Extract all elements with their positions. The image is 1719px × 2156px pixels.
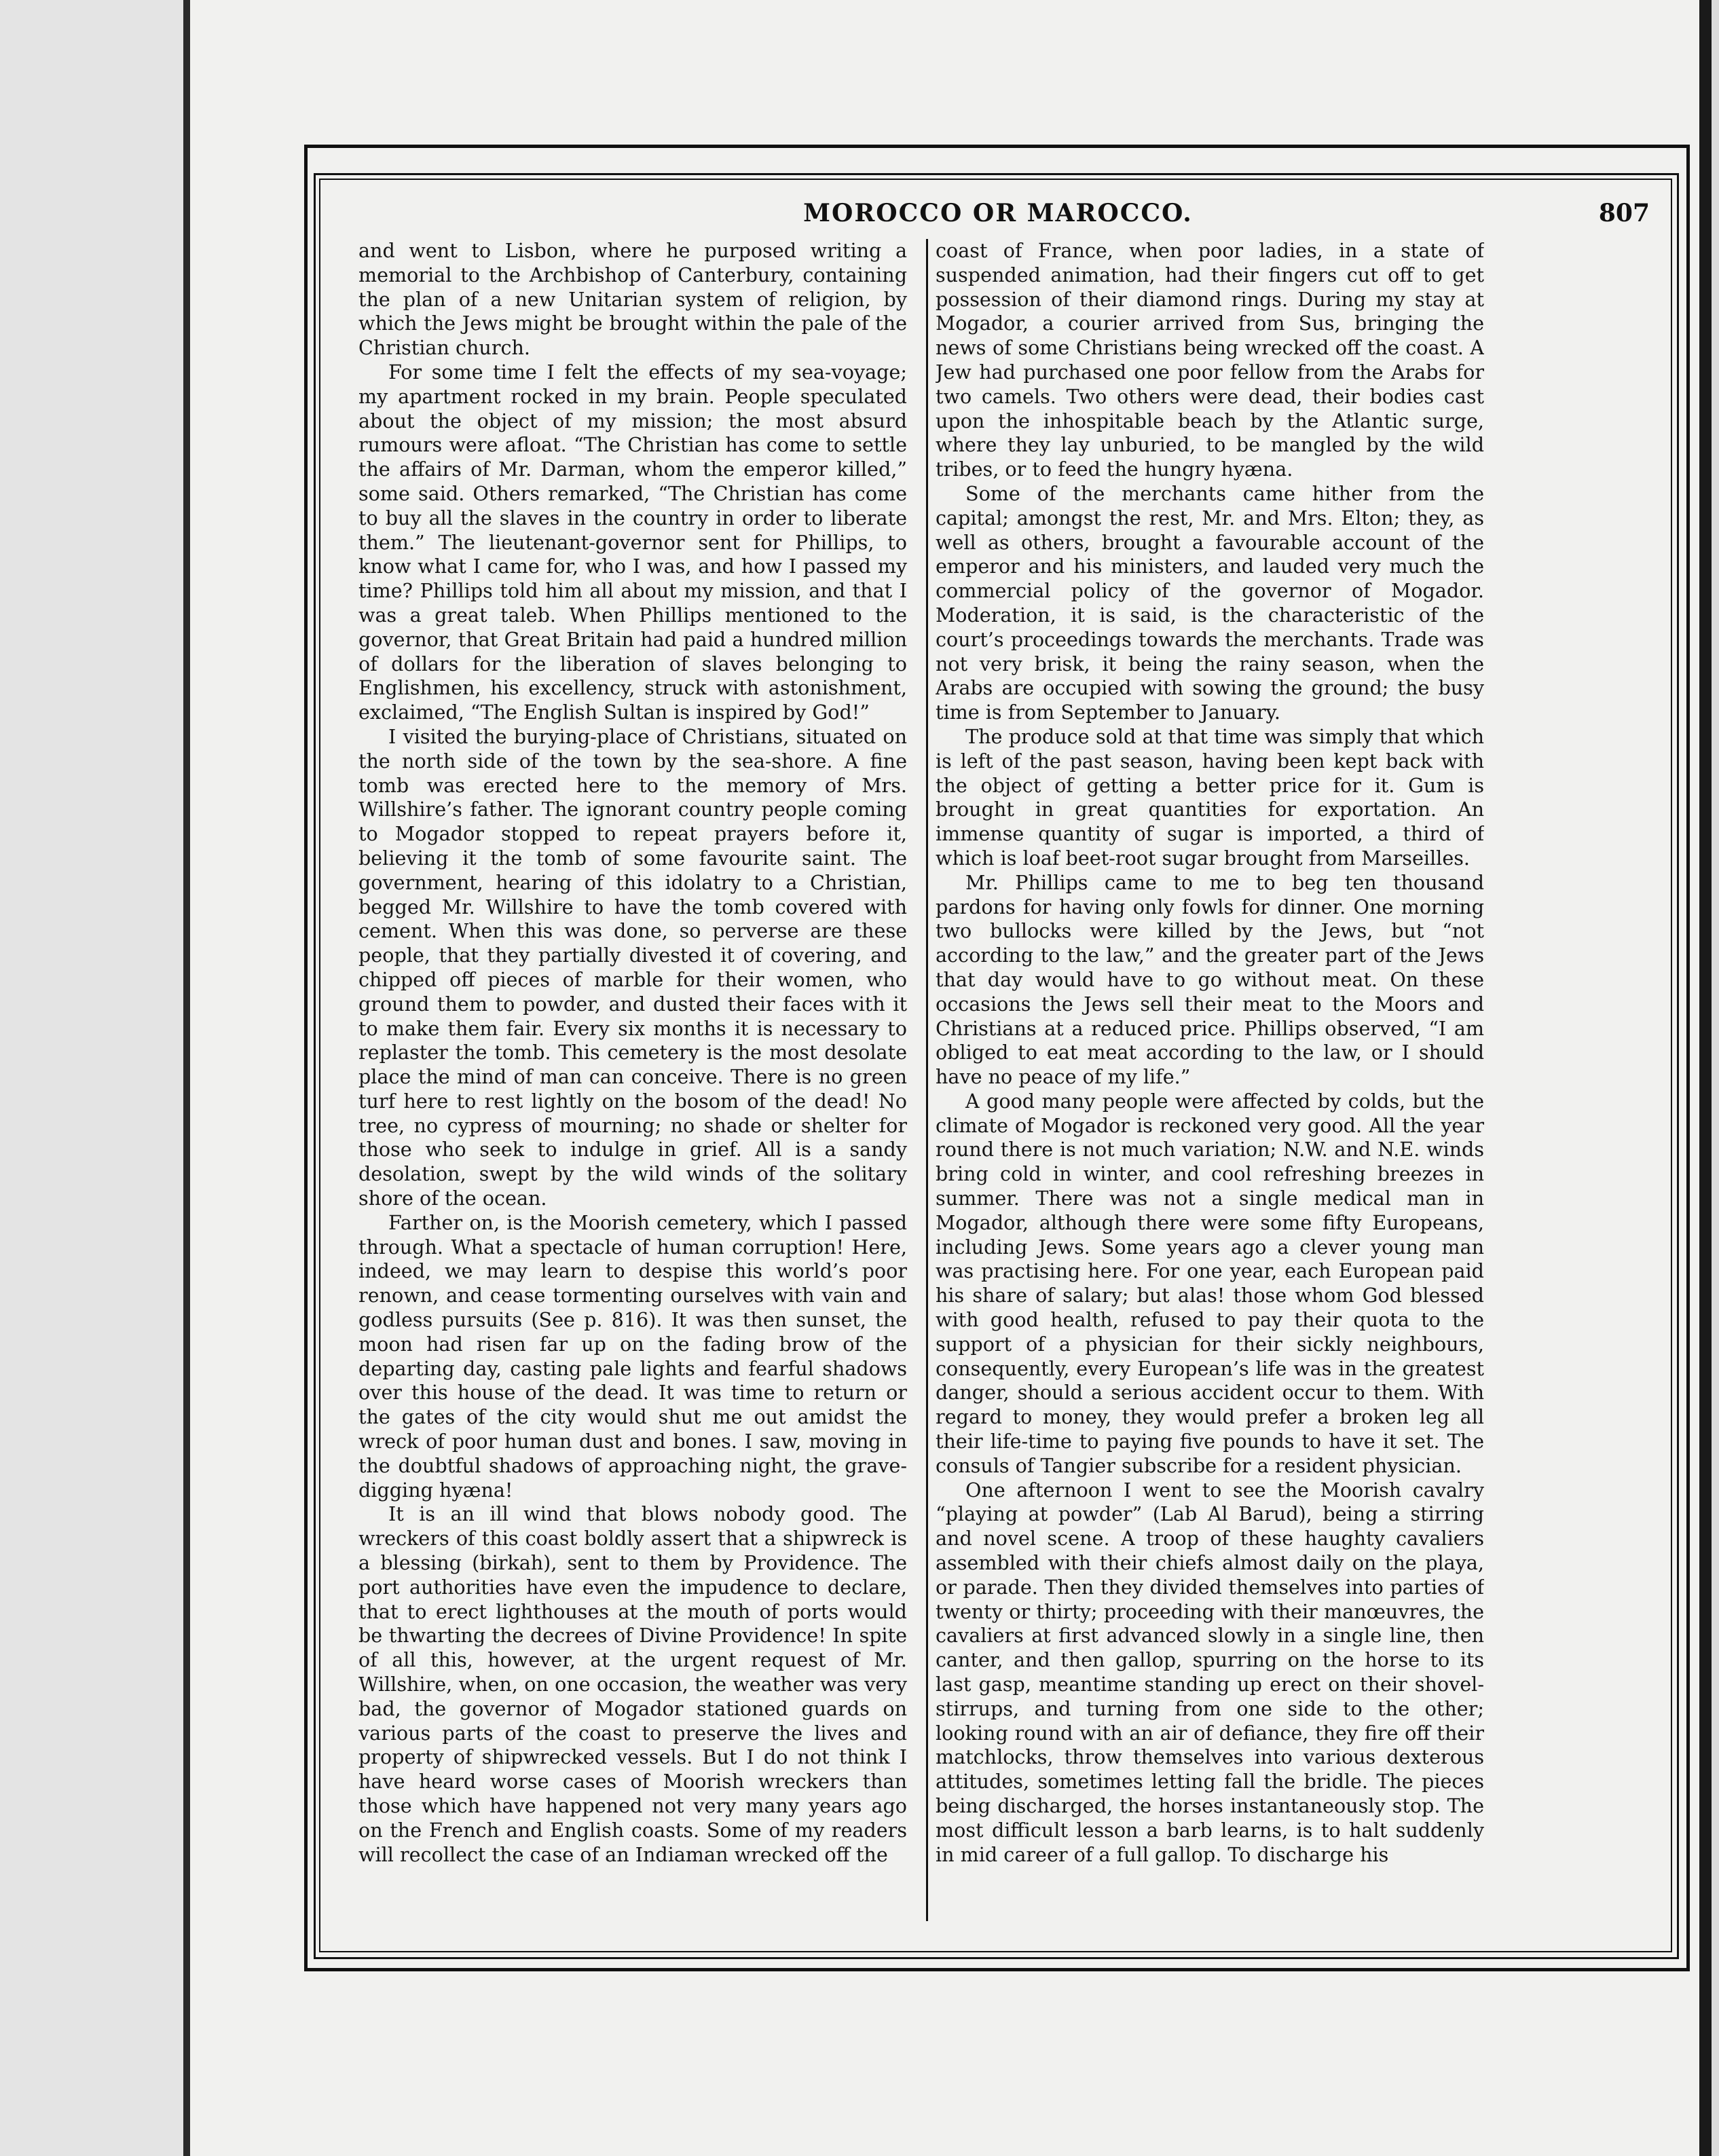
paragraph: One afternoon I went to see the Moorish cavalry “playing at powder” (Lab Al Barud), being a stirring and novel scene. A troop of these haughty cavaliers assembled with their chiefs almost daily on the playa, or parade. Then they divided themselves into parties of twenty or thirty; proceeding with their manœuvres, the cavaliers at first advanced slowly in a single line, then canter, and then gallop, spurring on the horse to its last gasp, meantime standing up erect on their shovel-stirrups, and turning from one side to the other; looking round with an air of defiance, they fire off their matchlocks, throw themselves into various dexterous attitudes, sometimes letting fall the bridle. The pieces being discharged, the horses instantaneously stop. The most difficult lesson a barb learns, is to halt suddenly in mid career of a full gallop. To discharge his — [936, 1478, 1484, 1866]
column-divider — [926, 239, 928, 1921]
paragraph: The produce sold at that time was simply that which is left of the past season, having been kept back with the object of getting a better price for it. Gum is brought in great quantities for exportation. An immense quantity of sugar is imported, a third of which is loaf beet-root sugar brought from Marseilles. — [936, 724, 1484, 870]
running-title: MOROCCO OR MAROCCO. — [803, 199, 1193, 227]
paragraph: Mr. Phillips came to me to beg ten thousand pardons for having only fowls for dinner. One morning two bullocks were killed by the Jews, but “not according to the law,” and the greater part of the Jews that day would have to go without meat. On these occasions the Jews sell their meat to the Moors and Christians at a reduced price. Phillips observed, “I am obliged to eat meat according to the law, or I should have no peace of my life.” — [936, 870, 1484, 1089]
paragraph: coast of France, when poor ladies, in a state of suspended animation, had their fingers cut off to get possession of their diamond rings. During my stay at Mogador, a courier arrived from Sus, bringing the news of some Christians being wrecked off the coast. A Jew had purchased one poor fellow from the Arabs for two camels. Two others were dead, their bodies cast upon the inhospitable beach by the Atlantic surge, where they lay unburied, to be mangled by the wild tribes, or to feed the hungry hyæna. — [936, 239, 1484, 481]
scan-margin-left — [0, 0, 183, 2156]
paragraph: Some of the merchants came hither from the capital; amongst the rest, Mr. and Mrs. Elton; they, as well as others, brought a favourable account of the emperor and his ministers, and lauded very much the commercial policy of the governor of Mogador. Moderation, it is said, is the characteristic of the court’s proceedings towards the merchants. Trade was not very brisk, it being the rainy season, when the Arabs are occupied with sowing the ground; the busy time is from September to January. — [936, 481, 1484, 724]
page-number: 807 — [1598, 199, 1650, 227]
paragraph: For some time I felt the effects of my sea-voyage; my apartment rocked in my brain. People speculated about the object of my mission; the most absurd rumours were afloat. “The Christian has come to settle the affairs of Mr. Darman, whom the emperor killed,” some said. Others remarked, “The Christian has come to buy all the slaves in the country in order to liberate them.” The lieutenant-governor sent for Phillips, to know what I came for, who I was, and how I passed my time? Phillips told him all about my mission, and that I was a great taleb. When Phillips mentioned to the governor, that Great Britain had paid a hundred million of dollars for the liberation of slaves belonging to Englishmen, his excellency, struck with astonishment, exclaimed, “The English Sultan is inspired by God!” — [358, 360, 907, 724]
paragraph: I visited the burying-place of Christians, situated on the north side of the town by the sea-shore. A fine tomb was erected here to the memory of Mrs. Willshire’s father. The ignorant country people coming to Mogador stopped to repeat prayers before it, believing it the tomb of some favourite saint. The government, hearing of this idolatry to a Christian, begged Mr. Willshire to have the tomb covered with cement. When this was done, so perverse are these people, that they partially divested it of covering, and chipped off pieces of marble for their women, who ground them to powder, and dusted their faces with it to make them fair. Every six months it is necessary to replaster the tomb. This cemetery is the most desolate place the mind of man can conceive. There is no green turf here to rest lightly on the bosom of the dead! No tree, no cypress of mourning; no shade or shelter for those who seek to indulge in grief. All is a sandy desolation, swept by the wild winds of the solitary shore of the ocean. — [358, 724, 907, 1210]
scan-edge-right — [1699, 0, 1712, 2156]
book-page — [190, 0, 1699, 2156]
paragraph: Farther on, is the Moorish cemetery, which I passed through. What a spectacle of human corruption! Here, indeed, we may learn to despise this world’s poor renown, and cease tormenting ourselves with vain and godless pursuits (See p. 816). It was then sunset, the moon had risen far up on the fading brow of the departing day, casting pale lights and fearful shadows over this house of the dead. It was time to return or the gates of the city would shut me out amidst the wreck of poor human dust and bones. I saw, moving in the doubtful shadows of approaching night, the grave-digging hyæna! — [358, 1210, 907, 1502]
scan-edge-left — [183, 0, 190, 2156]
text-column-left — [358, 239, 907, 1922]
page-header — [346, 199, 1650, 237]
paragraph: and went to Lisbon, where he purposed writing a memorial to the Archbishop of Canterbury, containing the plan of a new Unitarian system of religion, by which the Jews might be brought within the pale of the Christian church. — [358, 239, 907, 360]
text-column-right — [936, 239, 1484, 1922]
paragraph: A good many people were affected by colds, but the climate of Mogador is reckoned very good. All the year round there is not much variation; N.W. and N.E. winds bring cold in winter, and cool refreshing breezes in summer. There was not a single medical man in Mogador, although there were some fifty Europeans, including Jews. Some years ago a clever young man was practising here. For one year, each European paid his share of salary; but alas! those whom God blessed with good health, refused to pay their quota to the support of a physician for their sickly neighbours, consequently, every European’s life was in the greatest danger, should a serious accident occur to them. With regard to money, they would prefer a broken leg all their life-time to paying five pounds to have it set. The consuls of Tangier subscribe for a resident physician. — [936, 1089, 1484, 1477]
paragraph: It is an ill wind that blows nobody good. The wreckers of this coast boldly assert that a shipwreck is a blessing (birkah), sent to them by Providence. The port authorities have even the impudence to declare, that to erect lighthouses at the mouth of ports would be thwarting the decrees of Divine Providence! In spite of all this, however, at the urgent request of Mr. Willshire, when, on one occasion, the weather was very bad, the governor of Mogador stationed guards on various parts of the coast to preserve the lives and property of shipwrecked vessels. But I do not think I have heard worse cases of Moorish wreckers than those which have happened not very many years ago on the French and English coasts. Some of my readers will recollect the case of an Indiaman wrecked off the — [358, 1502, 907, 1866]
